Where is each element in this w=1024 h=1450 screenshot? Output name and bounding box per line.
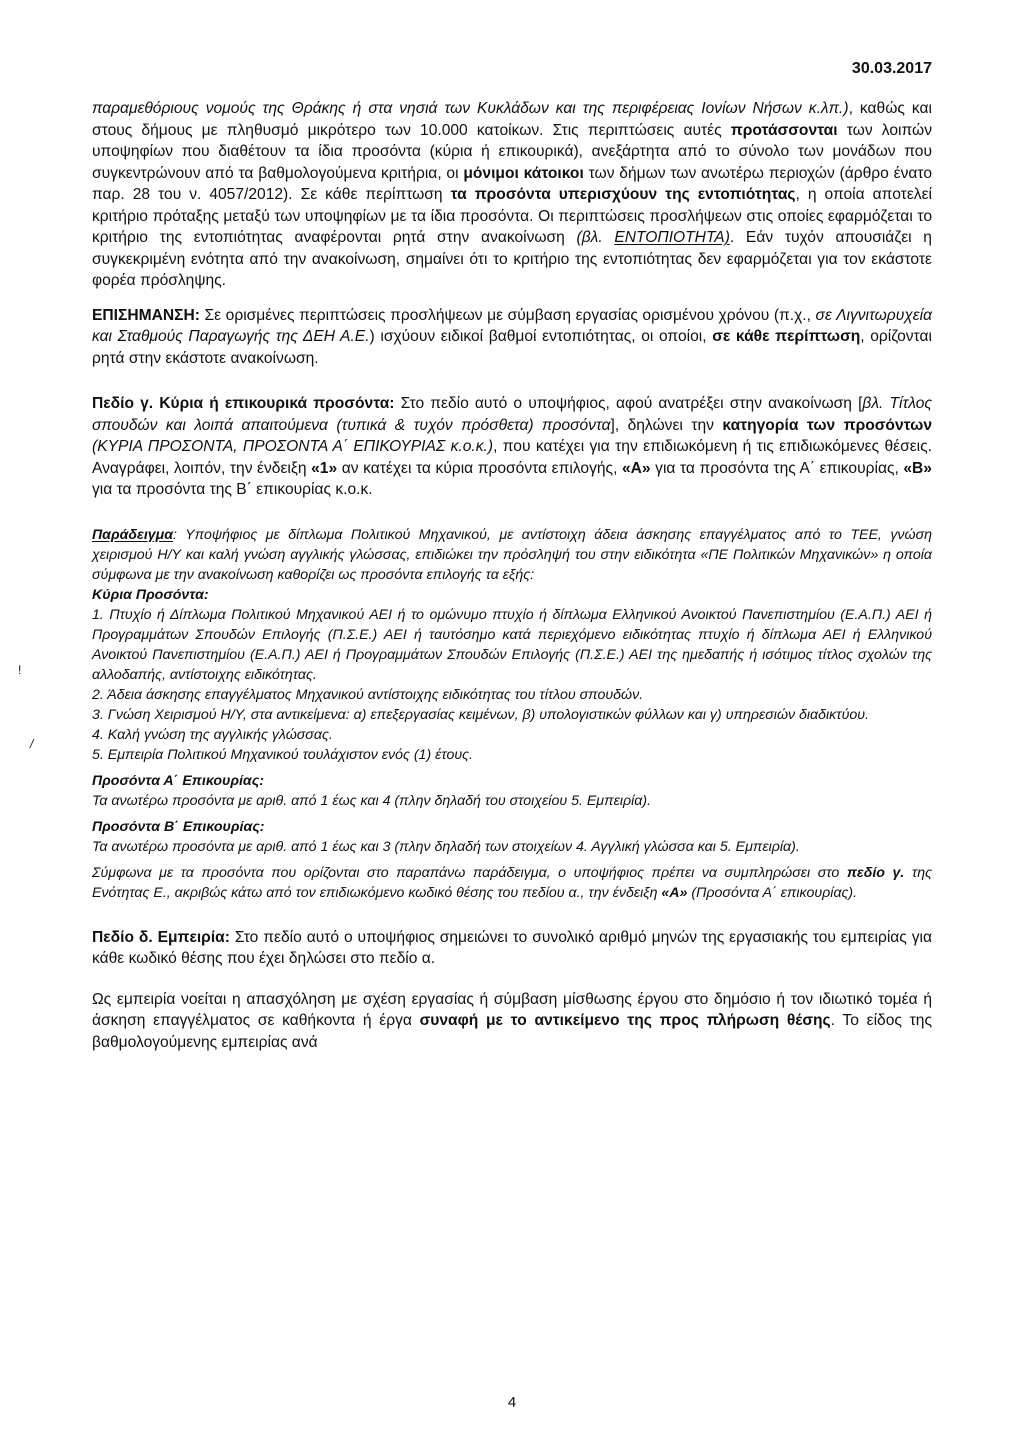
margin-mark: ! xyxy=(18,663,22,677)
main-qualifications-heading: Κύρια Προσόντα: xyxy=(92,586,209,603)
b-auxiliary-heading: Προσόντα Β΄ Επικουρίας: xyxy=(92,818,265,835)
document-date: 30.03.2017 xyxy=(851,60,932,77)
list-item: 4. Καλή γνώση της αγγλικής γλώσσας. xyxy=(92,726,333,743)
document-body xyxy=(92,98,932,1053)
margin-mark: / xyxy=(30,737,34,751)
paragraph-note: ΕΠΙΣΗΜΑΝΣΗ: Σε ορισμένες περιπτώσεις προσλήψεων με σύμβαση εργασίας ορισμένου χρόνου (π.χ., σε Λιγνιτωρυχεία και Σταθμούς Παραγωγής της ΔΕΗ Α.Ε.) ισχύουν ειδικοί βαθμοί εντοπιότητας, οι οποίοι, σε κάθε περίπτωση, ορίζονται ρητά στην εκάστοτε ανακοίνωση. xyxy=(92,306,932,367)
paragraph-field-c: Πεδίο γ. Κύρια ή επικουρικά προσόντα: Στο πεδίο αυτό ο υποψήφιος, αφού ανατρέξει στην ανακοίνωση [βλ. Τίτλος σπουδών και λοιπά απαιτούμενα (τυπικά & τυχόν πρόσθετα) προσόντα], δηλώνει την κατηγορία των προσόντων (ΚΥΡΙΑ ΠΡΟΣΟΝΤΑ, ΠΡΟΣΟΝΤΑ Α΄ ΕΠΙΚΟΥΡΙΑΣ κ.ο.κ.), που κατέχει για την επιδιωκόμενη ή τις επιδιωκόμενες θέσεις. Αναγράφει, λοιπόν, την ένδειξη «1» αν κατέχει τα κύρια προσόντα επιλογής, «Α» για τα προσόντα της Α΄ επικουρίας, «Β» για τα προσόντα της Β΄ επικουρίας κ.ο.κ. xyxy=(92,395,932,498)
list-item: 5. Εμπειρία Πολιτικού Μηχανικού τουλάχιστον ενός (1) έτους. xyxy=(92,746,473,763)
a-auxiliary-heading: Προσόντα Α΄ Επικουρίας: xyxy=(92,772,264,789)
example-block xyxy=(92,525,932,903)
list-item: 2. Άδεια άσκησης επαγγέλματος Μηχανικού αντίστοιχης ειδικότητας του τίτλου σπουδών. xyxy=(92,686,644,703)
b-auxiliary-text: Τα ανωτέρω προσόντα με αριθ. από 1 έως και 3 (πλην δηλαδή των στοιχείων 4. Αγγλική γλώσσα και 5. Εμπειρία). xyxy=(92,838,800,855)
field-d-heading: Πεδίο δ. Εμπειρία: xyxy=(92,928,230,946)
field-c-heading: Πεδίο γ. Κύρια ή επικουρικά προσόντα: xyxy=(92,395,395,412)
list-item: 1. Πτυχίο ή Δίπλωμα Πολιτικού Μηχανικού ΑΕΙ ή το ομώνυμο πτυχίο ή δίπλωμα Ελληνικού Ανοικτού Πανεπιστημίου (Ε.Α.Π.) ΑΕΙ ή Προγραμμάτων Σπουδών Επιλογής (Π.Σ.Ε.) ΑΕΙ ή ταυτόσημο κατά περιεχόμενο ειδικότητας πτυχίο ή δίπλωμα ΑΕΙ ή Ελληνικού Ανοικτού Πανεπιστημίου (Ε.Α.Π.) ΑΕΙ ή Προγραμμάτων Σπουδών Επιλογής (Π.Σ.Ε.) ΑΕΙ της ημεδαπής ή ισότιμος τίτλος σχολών της αλλοδαπής, αντίστοιχης ειδικότητας. xyxy=(92,606,932,683)
paragraph-locality: παραμεθόριους νομούς της Θράκης ή στα νησιά των Κυκλάδων και της περιφέρειας Ιονίων Νήσων κ.λπ.), καθώς και στους δήμους με πληθυσμό μικρότερο των 10.000 κατοίκων. Στις περιπτώσεις αυτές προτάσσονται των λοιπών υποψηφίων που διαθέτουν τα ίδια προσόντα (κύρια ή επικουρικά), ανεξάρτητα από το σύνολο των μονάδων που συγκεντρώνουν από τα βαθμολογούμενα κριτήρια, οι μόνιμοι κάτοικοι των δήμων των ανωτέρω περιοχών (άρθρο ένατο παρ. 28 του ν. 4057/2012). Σε κάθε περίπτωση τα προσόντα υπερισχύουν της εντοπιότητας, η οποία αποτελεί κριτήριο πρόταξης μεταξύ των υποψηφίων με τα ίδια προσόντα. Οι περιπτώσεις προσλήψεων στις οποίες εφαρμόζεται το κριτήριο της εντοπιότητας αναφέρονται ρητά στην ανακοίνωση (βλ. ΕΝΤΟΠΙΟΤΗΤΑ). Εάν τυχόν απουσιάζει η συγκεκριμένη ενότητα από την ανακοίνωση, σημαίνει ότι το κριτήριο της εντοπιότητας δεν εφαρμόζεται για τον εκάστοτε φορέα πρόσληψης. xyxy=(92,100,933,289)
paragraph-experience: Ως εμπειρία νοείται η απασχόληση με σχέση εργασίας ή σύμβαση μίσθωσης έργου στο δημόσιο ή τον ιδιωτικό τομέα ή άσκηση επαγγέλματος σε καθήκοντα ή έργα συναφή με το αντικείμενο της προς πλήρωση θέσης. Το είδος της βαθμολογούμενης εμπειρίας ανά xyxy=(92,990,932,1051)
note-label: ΕΠΙΣΗΜΑΝΣΗ: xyxy=(92,306,200,324)
example-closing: Σύμφωνα με τα προσόντα που ορίζονται στο παραπάνω παράδειγμα, ο υποψήφιος πρέπει να συμπληρώσει στο πεδίο γ. της Ενότητας Ε., ακριβώς κάτω από τον επιδιωκόμενο κωδικό θέσης του πεδίου α., την ένδειξη «Α» (Προσόντα Α΄ επικουρίας). xyxy=(92,864,932,901)
example-intro: Παράδειγμα: Υποψήφιος με δίπλωμα Πολιτικού Μηχανικού, με αντίστοιχη άδεια άσκησης επαγγέλματος από το ΤΕΕ, γνώση χειρισμού Η/Υ και καλή γνώση αγγλικής γλώσσας, επιδιώκει την πρόσληψή του στην ειδικότητα «ΠΕ Πολιτικών Μηχανικών» η οποία σύμφωνα με την ανακοίνωση καθορίζει ως προσόντα επιλογής τα εξής: xyxy=(92,526,932,583)
a-auxiliary-text: Τα ανωτέρω προσόντα με αριθ. από 1 έως και 4 (πλην δηλαδή του στοιχείου 5. Εμπειρία). xyxy=(92,792,652,809)
page-number: 4 xyxy=(507,1394,517,1411)
paragraph-field-d: Πεδίο δ. Εμπειρία: Στο πεδίο αυτό ο υποψήφιος σημειώνει το συνολικό αριθμό μηνών της εργασιακής του εμπειρίας για κάθε κωδικό θέσης που έχει δηλώσει στο πεδίο α. xyxy=(92,928,932,967)
list-item: 3. Γνώση Χειρισμού Η/Υ, στα αντικείμενα: α) επεξεργασίας κειμένων, β) υπολογιστικών φύλλων και γ) υπηρεσιών διαδικτύου. xyxy=(92,706,870,723)
example-label: Παράδειγμα xyxy=(92,526,174,543)
